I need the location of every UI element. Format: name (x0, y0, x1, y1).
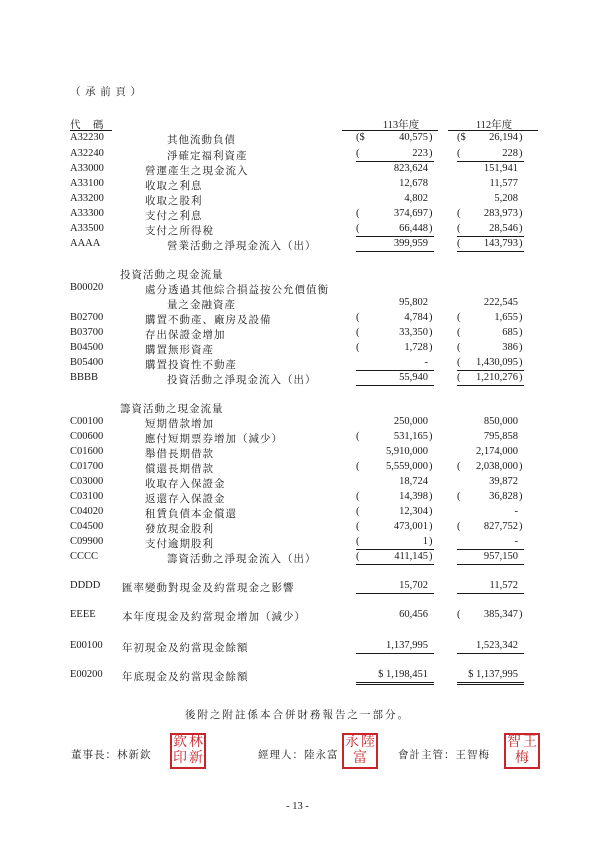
open-paren: ( (457, 148, 461, 159)
value-113: 18,724 (399, 476, 428, 487)
row-code: A33000 (70, 163, 104, 174)
underline (356, 372, 434, 386)
row-label: 應付短期票券增加（減少） (145, 434, 283, 445)
row-label: 購置投資性不動產 (145, 360, 237, 371)
underline (457, 148, 524, 162)
value-113: 33,350 (399, 327, 428, 338)
row-code: C04020 (70, 506, 104, 517)
value-112: 1,655 (494, 312, 518, 323)
row-code: BBBB (70, 372, 99, 383)
close-paren: ) (429, 208, 433, 219)
row-code: C00100 (70, 416, 104, 427)
open-paren: ( (457, 491, 461, 502)
row-label: 投資活動之現金流量 (120, 270, 224, 281)
underline (356, 223, 434, 237)
close-paren: ) (429, 312, 433, 323)
summary-value-112: 11,572 (489, 580, 518, 591)
close-paren: ) (429, 431, 433, 442)
value-113: 40,575 (399, 132, 428, 143)
row-label: 淨確定福利資產 (167, 151, 248, 162)
summary-label: 本年度現金及約當現金增加（減少） (122, 612, 306, 623)
footnote: 後附之附註係本合併財務報告之一部分。 (185, 710, 410, 721)
value-112: 151,941 (483, 163, 518, 174)
row-label: 收取存入保證金 (145, 479, 226, 490)
value-113: 1 (422, 536, 428, 547)
value-112: 143,793 (483, 238, 518, 249)
close-paren: ) (429, 491, 433, 502)
year-113-header-rule (342, 130, 438, 131)
row-label: 收取之利息 (145, 181, 203, 192)
row-code: A32240 (70, 148, 104, 159)
summary-code: E00200 (70, 669, 103, 680)
row-label: 租賃負債本金償還 (145, 509, 237, 520)
underline (457, 372, 524, 386)
value-112: 36,828 (489, 491, 518, 502)
row-label: 支付之所得稅 (145, 226, 214, 237)
value-113: 55,940 (399, 372, 428, 383)
row-code: B02700 (70, 312, 104, 323)
summary-code: E00100 (70, 640, 103, 651)
row-code: C00600 (70, 431, 104, 442)
row-code: AAAA (70, 238, 101, 249)
row-code: C09900 (70, 536, 104, 547)
close-paren: ) (429, 342, 433, 353)
summary-value-112: 1,523,342 (476, 640, 518, 651)
underline (457, 640, 524, 654)
accountant-seal: 智 王 梅 (504, 733, 540, 769)
row-code: CCCC (70, 551, 99, 562)
value-113: - (424, 357, 428, 368)
close-paren: ) (519, 491, 523, 502)
row-label: 購置無形資產 (145, 345, 214, 356)
summary-value-113: 1,137,995 (386, 640, 428, 651)
value-113: 823,624 (393, 163, 428, 174)
value-113: 250,000 (393, 416, 428, 427)
value-113: 411,145 (394, 551, 428, 562)
summary-value-112: $ 1,137,995 (468, 669, 518, 680)
underline (356, 640, 434, 654)
value-112: 827,752 (483, 521, 518, 532)
open-paren: ( (457, 208, 461, 219)
row-label: 營業活動之淨現金流入（出） (167, 241, 317, 252)
value-113: 473,001 (393, 521, 428, 532)
row-code: C01700 (70, 461, 104, 472)
row-code: C03000 (70, 476, 104, 487)
row-code: B05400 (70, 357, 104, 368)
value-112: 685 (502, 327, 518, 338)
summary-label: 年底現金及約當現金餘額 (122, 672, 249, 683)
close-paren: ) (519, 372, 523, 383)
close-paren: ) (429, 327, 433, 338)
value-112: 5,208 (494, 193, 518, 204)
chairman-signature: 董事長：林新欽 (71, 750, 152, 761)
row-label: 營運產生之現金流入 (145, 166, 249, 177)
value-113: 374,697 (393, 208, 428, 219)
value-113: 66,448 (399, 223, 428, 234)
value-113: 12,304 (399, 506, 428, 517)
row-label: 發放現金股利 (145, 524, 214, 535)
close-paren: ) (519, 312, 523, 323)
summary-value-113: $ 1,198,451 (378, 669, 428, 680)
open-paren: ( (356, 491, 360, 502)
page-number: - 13 - (286, 801, 309, 812)
row-code: B00020 (70, 282, 104, 293)
open-paren: ( (356, 551, 360, 562)
manager-signature: 經理人：陸永富 (258, 750, 339, 761)
open-paren: ( (356, 208, 360, 219)
close-paren: ) (429, 148, 433, 159)
row-code: C03100 (70, 491, 104, 502)
value-112: - (514, 506, 518, 517)
row-code: B03700 (70, 327, 104, 338)
value-112: 1,210,276 (476, 372, 518, 383)
row-label: 舉借長期借款 (145, 449, 214, 460)
open-paren: ( (457, 372, 461, 383)
close-paren: ) (429, 551, 433, 562)
value-112: 2,174,000 (476, 446, 518, 457)
row-code: A33100 (70, 178, 104, 189)
open-paren: ( (457, 312, 461, 323)
year-112-header: 112年度 (475, 120, 513, 131)
close-paren: ) (429, 536, 433, 547)
value-112: 222,545 (483, 297, 518, 308)
value-112: 2,038,000 (476, 461, 518, 472)
underline (356, 238, 434, 252)
row-label: 存出保證金增加 (145, 330, 226, 341)
open-paren: ( (457, 223, 461, 234)
close-paren: ) (519, 461, 523, 472)
underline (457, 357, 524, 371)
open-paren: ( (457, 357, 461, 368)
value-113: 12,678 (399, 178, 428, 189)
open-paren: ($ (356, 132, 365, 143)
value-113: 95,802 (399, 297, 428, 308)
close-paren: ) (429, 132, 433, 143)
manager-seal: 永 陸 富 (342, 733, 378, 769)
open-paren: ( (356, 312, 360, 323)
close-paren: ) (519, 342, 523, 353)
close-paren: ) (519, 148, 523, 159)
code-header-rule (70, 130, 112, 131)
summary-code: EEEE (70, 609, 96, 620)
row-label: 量之金融資產 (167, 300, 236, 311)
value-112: 1,430,095 (476, 357, 518, 368)
value-112: - (514, 536, 518, 547)
value-112: 283,973 (483, 208, 518, 219)
close-paren: ) (429, 223, 433, 234)
underline (356, 148, 434, 162)
row-label: 籌資活動之現金流量 (120, 404, 224, 415)
close-paren: ) (519, 132, 523, 143)
open-paren: ($ (457, 132, 466, 143)
value-113: 531,165 (393, 431, 428, 442)
row-label: 支付之利息 (145, 211, 203, 222)
row-code: C04500 (70, 521, 104, 532)
row-code: A32230 (70, 132, 104, 143)
value-112: 386 (502, 342, 518, 353)
chairman-seal: 欽 林 印 新 (170, 733, 206, 769)
open-paren: ( (356, 223, 360, 234)
year-113-header: 113年度 (382, 120, 420, 131)
year-112-header-rule (448, 130, 538, 131)
row-label: 購置不動產、廠房及設備 (145, 315, 272, 326)
value-112: 11,577 (489, 178, 518, 189)
summary-label: 匯率變動對現金及約當現金之影響 (122, 583, 295, 594)
close-paren: ) (519, 223, 523, 234)
row-label: 其他流動負債 (167, 135, 236, 146)
row-code: A33200 (70, 193, 104, 204)
row-label: 投資活動之淨現金流入（出） (167, 375, 317, 386)
value-113: 14,398 (399, 491, 428, 502)
close-paren: ) (519, 357, 523, 368)
close-paren: ) (519, 327, 523, 338)
underline (457, 223, 524, 237)
underline (356, 551, 434, 565)
close-paren: ) (519, 208, 523, 219)
open-paren: ( (457, 461, 461, 472)
underline (356, 580, 434, 594)
value-113: 4,784 (404, 312, 428, 323)
summary-value-113: 15,702 (399, 580, 428, 591)
summary-label: 年初現金及約當現金餘額 (122, 643, 249, 654)
open-paren: ( (457, 327, 461, 338)
open-paren: ( (356, 536, 360, 547)
open-paren: ( (356, 431, 360, 442)
summary-code: DDDD (70, 580, 101, 591)
code-column-header: 代 碼 (70, 120, 105, 131)
open-paren: ( (457, 342, 461, 353)
row-label: 籌資活動之淨現金流入（出） (167, 554, 317, 565)
underline (457, 580, 524, 594)
value-112: 795,858 (483, 431, 518, 442)
close-paren: ) (429, 506, 433, 517)
double-underline (356, 669, 434, 685)
value-112: 850,000 (483, 416, 518, 427)
open-paren: ( (356, 148, 360, 159)
underline (457, 536, 524, 550)
open-paren: ( (356, 342, 360, 353)
open-paren: ( (356, 521, 360, 532)
value-113: 223 (412, 148, 428, 159)
underline (457, 551, 524, 565)
value-113: 5,559,000 (386, 461, 428, 472)
open-paren: ( (356, 327, 360, 338)
value-113: 4,802 (404, 193, 428, 204)
underline (356, 536, 434, 550)
close-paren: ) (519, 609, 523, 620)
open-paren: ( (457, 521, 461, 532)
value-113: 399,959 (393, 238, 428, 249)
summary-value-112: 385,347 (483, 609, 518, 620)
open-paren: ( (356, 461, 360, 472)
value-112: 228 (502, 148, 518, 159)
row-label: 短期借款增加 (145, 419, 214, 430)
row-code: B04500 (70, 342, 104, 353)
value-113: 5,910,000 (386, 446, 428, 457)
row-code: A33300 (70, 208, 104, 219)
row-code: A33500 (70, 223, 104, 234)
underline (356, 357, 434, 371)
row-label: 償還長期借款 (145, 464, 214, 475)
row-code: C01600 (70, 446, 104, 457)
open-paren: ( (356, 506, 360, 517)
value-112: 39,872 (489, 476, 518, 487)
close-paren: ) (519, 238, 523, 249)
row-label: 返還存入保證金 (145, 494, 226, 505)
open-paren: ( (457, 609, 461, 620)
underline (457, 238, 524, 252)
close-paren: ) (429, 461, 433, 472)
close-paren: ) (429, 521, 433, 532)
row-label: 處分透過其他綜合損益按公允價值衡 (145, 285, 329, 296)
row-label: 收取之股利 (145, 196, 203, 207)
row-label: 支付逾期股利 (145, 539, 214, 550)
value-112: 28,546 (489, 223, 518, 234)
value-112: 957,150 (483, 551, 518, 562)
double-underline (457, 669, 524, 685)
value-112: 26,194 (489, 132, 518, 143)
open-paren: ( (457, 238, 461, 249)
value-113: 1,728 (404, 342, 428, 353)
accountant-signature: 會計主管：王智梅 (398, 750, 490, 761)
continued-from-previous-page: （ 承 前 頁 ） (70, 87, 142, 98)
close-paren: ) (519, 521, 523, 532)
summary-value-113: 60,456 (399, 609, 428, 620)
